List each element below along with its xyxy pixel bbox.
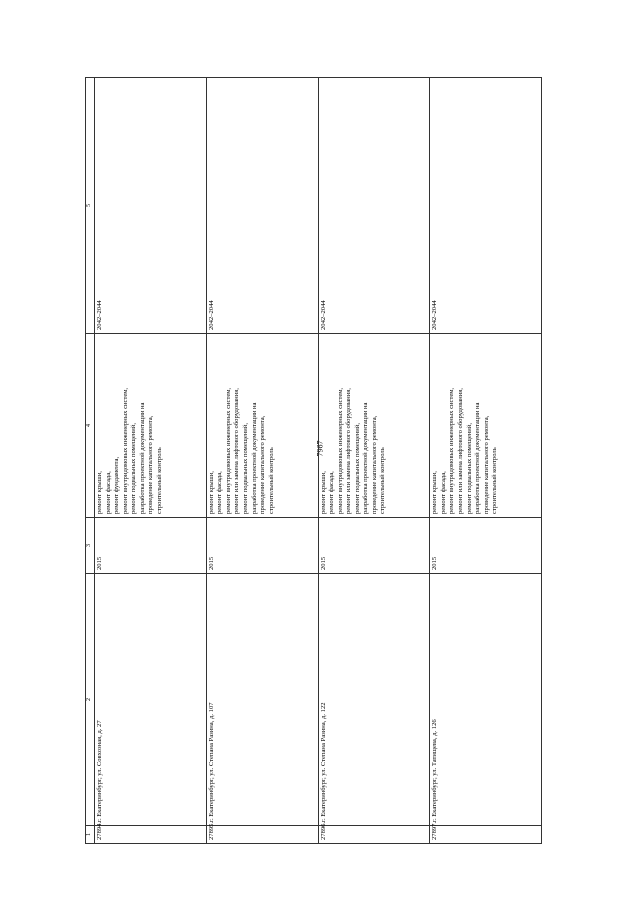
work-item: ремонт крыши, bbox=[431, 471, 439, 514]
row-works bbox=[315, 334, 430, 518]
row-year: 2015 bbox=[206, 518, 318, 574]
row-period: 2042–2044 bbox=[95, 78, 207, 334]
header-row bbox=[86, 78, 95, 844]
header-col-5: 5 bbox=[86, 78, 95, 334]
work-item: ремонт фундамента, bbox=[113, 456, 121, 514]
work-item: строительный контроль bbox=[267, 447, 275, 514]
table-container bbox=[85, 78, 542, 844]
row-works bbox=[95, 334, 207, 518]
work-item: ремонт крыши, bbox=[207, 471, 215, 514]
header-col-4: 4 bbox=[86, 334, 95, 518]
work-item: ремонт крыши, bbox=[96, 471, 103, 514]
table-row bbox=[95, 78, 207, 844]
page-number: 7967 bbox=[315, 440, 325, 457]
row-id: 27895. bbox=[206, 826, 318, 844]
row-address: г. Екатеринбург, ул. Степана Разина, д. 107 bbox=[206, 574, 318, 826]
row-year: 2015 bbox=[430, 518, 542, 574]
work-item: ремонт или замена лифтового оборудования, bbox=[345, 388, 353, 514]
row-address: г. Екатеринбург, ул. Степана Разина, д. 122 bbox=[318, 574, 430, 826]
work-item: разработка проектной документации на bbox=[250, 402, 258, 514]
work-item: ремонт внутридомовых инженерных систем, bbox=[336, 387, 344, 514]
work-item: проведение капитального ремонта, bbox=[370, 415, 378, 514]
work-item: ремонт или замена лифтового оборудования, bbox=[456, 388, 464, 514]
row-year: 2015 bbox=[95, 518, 207, 574]
header-col-3: 3 bbox=[86, 518, 95, 574]
rotated-table-frame bbox=[85, 78, 542, 844]
work-item: разработка проектной документации на bbox=[138, 402, 146, 514]
work-item: ремонт подвальных помещений, bbox=[242, 423, 249, 514]
row-id: 27894. bbox=[95, 826, 207, 844]
repair-schedule-table bbox=[85, 77, 542, 844]
work-item: разработка проектной документации на bbox=[362, 402, 370, 514]
work-item: ремонт подвальных помещений, bbox=[465, 423, 473, 514]
work-item: ремонт фасада, bbox=[216, 471, 224, 514]
table-row bbox=[430, 78, 542, 844]
work-item: ремонт подвальных помещений, bbox=[130, 423, 138, 514]
table-row bbox=[318, 78, 430, 844]
header-col-2: 2 bbox=[86, 574, 95, 826]
work-item: проведение капитального ремонта, bbox=[259, 415, 267, 514]
work-item: ремонт внутридомовых инженерных систем, bbox=[448, 387, 456, 514]
work-item: ремонт фасада, bbox=[439, 471, 447, 514]
row-period: 2042–2044 bbox=[318, 78, 430, 334]
work-item: ремонт фасада, bbox=[104, 471, 112, 514]
row-works bbox=[430, 334, 542, 518]
row-id: 27896. bbox=[318, 826, 430, 844]
row-address: г. Екатеринбург, ул. Совхозная, д. 27 bbox=[95, 574, 207, 826]
work-item: ремонт подвальных помещений, bbox=[353, 423, 361, 514]
work-item: ремонт фасада, bbox=[328, 471, 336, 514]
header-col-1: 1 bbox=[86, 826, 95, 844]
work-item: разработка проектной документации на bbox=[474, 402, 482, 514]
work-item: проведение капитального ремонта, bbox=[147, 415, 155, 514]
work-item: ремонт внутридомовых инженерных систем, bbox=[224, 387, 232, 514]
row-period: 2042–2044 bbox=[206, 78, 318, 334]
row-period: 2042–2044 bbox=[430, 78, 542, 334]
work-item: проведение капитального ремонта, bbox=[482, 415, 490, 514]
work-item: строительный контроль bbox=[379, 447, 387, 514]
table-body bbox=[95, 78, 542, 844]
work-item: строительный контроль bbox=[155, 447, 163, 514]
row-address: г. Екатеринбург, ул. Татищева, д. 126 bbox=[430, 574, 542, 826]
work-item: ремонт крыши, bbox=[319, 471, 327, 514]
work-item: ремонт внутридомовых инженерных систем, bbox=[121, 387, 129, 514]
row-works bbox=[206, 334, 318, 518]
work-item: ремонт или замена лифтового оборудования, bbox=[233, 388, 241, 514]
row-id: 27897. bbox=[430, 826, 542, 844]
work-item: строительный контроль bbox=[491, 447, 499, 514]
row-year: 2015 bbox=[318, 518, 430, 574]
table-row bbox=[206, 78, 318, 844]
